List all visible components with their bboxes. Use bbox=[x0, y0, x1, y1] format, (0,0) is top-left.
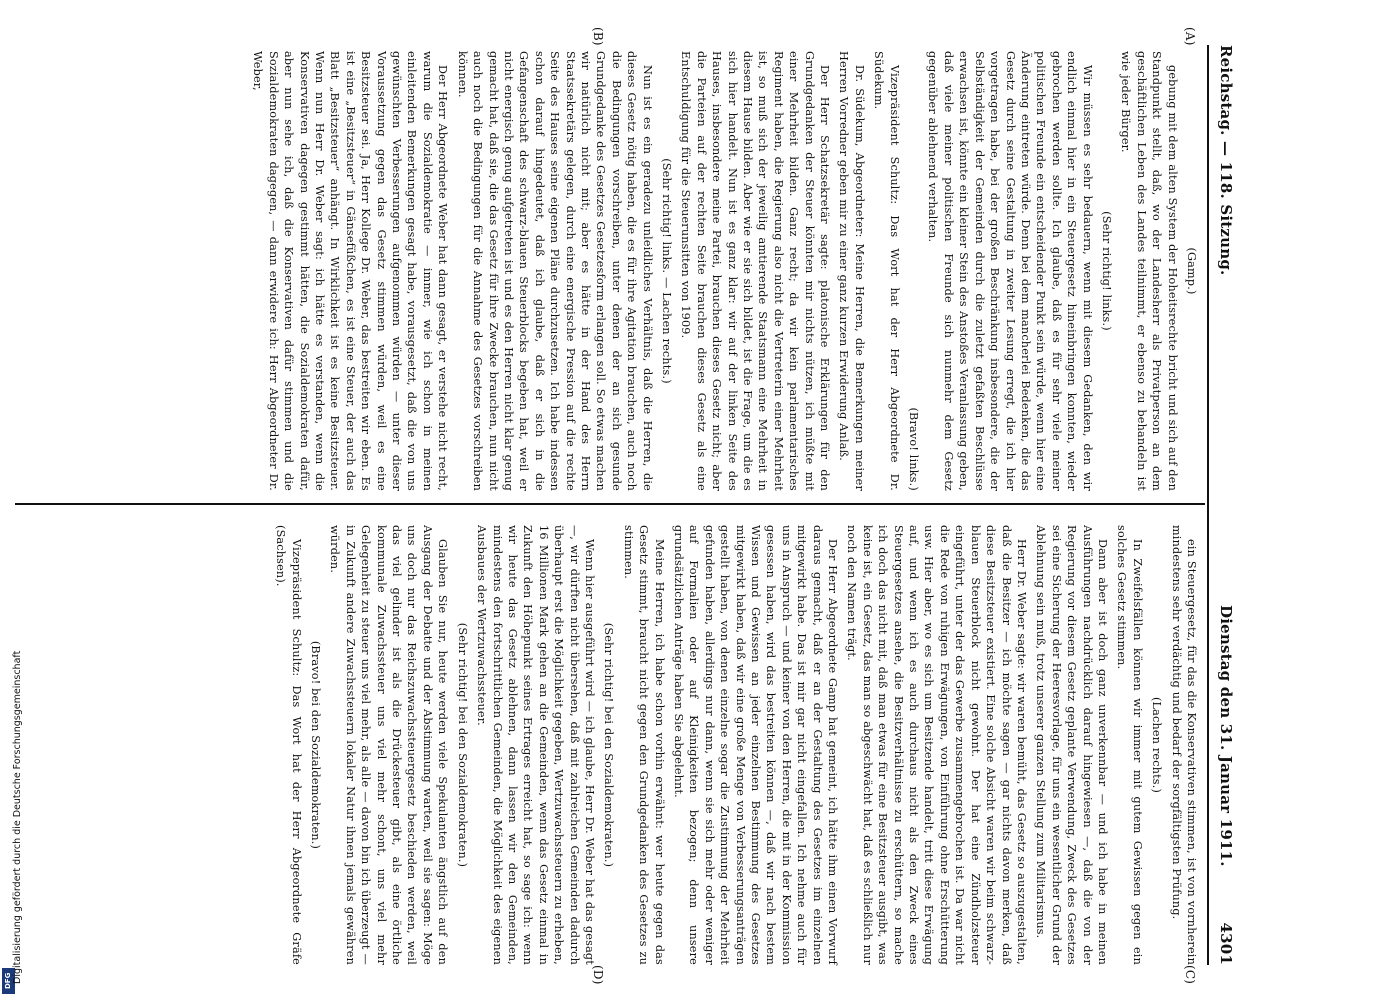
margin-marker-c: (C) bbox=[1183, 965, 1197, 985]
paragraph: Vizepräsident Schultz: Das Wort hat der Herr Abgeordnete Gräfe (Sachsen). bbox=[274, 525, 303, 965]
interjection: (Bravo! bei den Sozialdemokraten.) bbox=[309, 640, 323, 850]
paragraph: Der Herr Abgeordnete Gamp hat gemeint, ich hätte ihm einen Vorwurf daraus gemacht, daß er an der Gestaltung des Gesetzes im einzelnen mitgewirkt habe. Das ist mir gar nicht eingefallen. Ich nehme auch für uns in Anspruch — und keiner von den Herren, die mit in der Kommission gesessen haben, wird das bestreiten können —, daß wir nach bestem Wissen und Gewissen an jeder einzelnen Bestimmung des Gesetzes mitgewirkt haben, daß wir eine große Menge von Verbesserungsanträgen gestellt haben, von denen einzelne sogar die Zustimmung der Mehrheit gefunden haben, allerdings nur dann, wenn sie sich mehr oder weniger auf Formalien oder auf Kleinigkeiten bezogen; denn unsere grundsätzlichen Anträge haben Sie abgelehnt. bbox=[672, 525, 840, 965]
paragraph: In Zweifelsfällen können wir immer mit gutem Gewissen gegen ein solches Gesetz stimmen. bbox=[1115, 525, 1144, 965]
interjection: (Sehr richtig! bei den Sozialdemokraten.) bbox=[602, 622, 616, 868]
margin-marker-a: (A) bbox=[1183, 27, 1197, 46]
header-left: Reichstag. — 118. Sitzung. bbox=[1217, 45, 1235, 276]
margin-marker-b: (B) bbox=[591, 27, 605, 46]
paragraph: Wir müssen es sehr bedauern, wenn mit diesem Gedanken, den wir endlich einmal hier in ein Steuergesetz hineinbringen konnten, wieder gebrochen werden sollte. Ich glaube, daß es für sehr viele meiner politischen Freunde ein entscheidender Punkt sein würde, wenn hier eine Änderung eintreten würde. Denn bei dem mancherlei Bedenken, die das Gesetz durch seine Gestaltung in zweiter Lesung erregt, die ich hier vorgetragen habe, bei der großen Beschränkung insbesondere, die der Selbständigkeit der Gemeinden durch die zuletzt gefaßten Beschlüsse erwachsen ist, könnte ein kleiner Stein des Anstoßes Veranlassung geben, daß viele meiner politischen Freunde sich nunmehr dem Gesetz gegenüber ablehnend verhalten. bbox=[926, 51, 1094, 491]
interjection: (Bravo! links.) bbox=[907, 407, 921, 491]
header-page-number: 4301 bbox=[1217, 922, 1235, 965]
paragraph: Vizepräsident Schultz: Das Wort hat der Herr Abgeordnete Dr. Südekum. bbox=[872, 51, 901, 491]
interjection: (Gamp.) bbox=[1185, 247, 1198, 295]
paragraph: Der Herr Schatzsekretär sagte: platonische Erklärungen für den Grundgedanken der Steuer könnten mir nichts nützen, ich müßte mit einer Mehrheit bilden. Ganz recht; da wir kein parlamentarisches Regiment haben, die Regierung also nicht die Vertreterin einer Mehrheit ist, so muß sich der jeweilig amtierende Staatsmann eine Mehrheit in diesem Hause bilden. Aber wie er sie sich bildet, ist die Frage, um die es sich hier handelt. Nun ist es ganz klar: wir auf der linken Seite des Hauses, insbesondere meine Partei, brauchen dieses Gesetz nicht; aber die Parteien auf der rechten Seite brauchen dieses Gesetz als eine Entschuldigung für die Steuerunsitten von 1909. bbox=[679, 51, 832, 491]
interjection: (Sehr richtig! links. — Lachen rechts.) bbox=[660, 158, 673, 384]
header-center: Dienstag den 31. Januar 1911. bbox=[1217, 605, 1235, 867]
left-column bbox=[246, 51, 1199, 491]
paragraph: Glauben Sie nur, heute werden viele Spekulanten ängstlich auf den Ausgang der Debatte und der Abstimmung warten, weil sie sagen: Möge uns doch nur das Reichszuwachssteuergesetz beschieden werden, weil das viel gelinder ist als die Drückesteuer gibt, als eine örtliche kommunale Zuwachssteuer uns viel mehr schont, uns viel mehr Gelegenheit zu steuer uns viel mehr, als alle — davon bin ich überzeugt — in Zukunft andere Zuwachssteuern lokaler Natur ihnen jemals gewähren würden. bbox=[328, 525, 450, 965]
document-page bbox=[0, 25, 1245, 985]
paragraph: Wenn hier ausgeführt wird — ich glaube, Herr Dr. Weber hat das gesagt —, wir dürften nicht übersehen, daß mit zahlreichen Gemeinden dadurch überhaupt erst die Möglichkeit gegeben, Wertzuwachssteuern zu erheben, 16 Millionen Mark gehen an die Gemeinden, wenn das Gesetz einmal in Zukunft den Höhepunkt seines Ertrages erreicht hat, so sage ich: wenn wir heute das Gesetz ablehnen, dann lassen wir den Gemeinden, mindestens den fortschrittlichen Gemeinden, die Möglichkeit des eigenen Ausbaues der Wertzuwachssteuer. bbox=[475, 525, 596, 965]
margin-marker-d: (D) bbox=[591, 965, 605, 985]
credit-bar bbox=[0, 0, 23, 1000]
paragraph: ein Steuergesetz, für das die Konservativen stimmen, ist von vornherein mindestens sehr verdächtig und bedarf der sorgfältigsten Prüfung. bbox=[1169, 525, 1198, 965]
paragraph: Dr. Südekum, Abgeordneter: Meine Herren, die Bemerkungen meiner Herren Vorredner geben mir zu einer ganz kurzen Erwiderung Anlaß. bbox=[837, 51, 866, 491]
column-divider bbox=[15, 503, 1205, 505]
right-column bbox=[269, 525, 1199, 965]
paragraph: Herr Dr. Weber sagte: wir waren bemüht, das Gesetz so auszugestalten, daß die Besitzer — ich möchte sagen — gar nichts davon merken, daß diese Besitzsteuer existiert. Eine solche Absicht waren wir beim schwarz-blauen Steuerblock nicht gewohnt. Der hat eine Zündholzsteuer eingeführt, unter der das Gewerbe zusammengebrochen ist. Da war nicht die Rede von ruhigen Erwägungen, von Einführung ohne Erschütterung usw. Hier aber, wo es sich um Besitzende handelt, tritt diese Erwägung auf, und wenn ich es auch durchaus nicht als den Zweck eines Steuergesetzes ansehe, die Besitzverhältnisse zu erschüttern, so mache ich doch das nicht mit, daß man etwas für eine Besitzsteuer ausgibt, was keine ist, ein Gesetz, das man so abgeschwächt hat, daß es schließlich nur noch den Namen trägt. bbox=[845, 525, 1028, 965]
paragraph: Dann aber ist doch ganz unverkennbar — und ich habe in meinen Ausführungen nachdrücklich darauf hingewiesen —, daß die von der Regierung vor diesem Gesetz geplante Verwendung, Zweck des Gesetzes sei eine Sicherung der Heeresvorlage, für uns ein wesentlicher Grund der Ablehnung sein muß, trotz unserer ganzen Stellung zum Militarismus. bbox=[1034, 525, 1109, 965]
paragraph: Meine Herren, ich habe schon vorhin erwähnt: wer heute gegen das Gesetz stimmt, braucht nicht gegen den Grundgedanken des Gesetzes zu stimmen. bbox=[621, 525, 666, 965]
interjection: (Lachen rechts.) bbox=[1150, 696, 1164, 794]
dfg-logo: DFG bbox=[2, 968, 15, 994]
running-header bbox=[1207, 45, 1237, 965]
paragraph: gebung mit dem alten System der Hoheitsrechte bricht und sich auf den Standpunkt stellt, daß, wo der Landesherr als Privatperson an dem geschäftlichen Leben des Landes teilnimmt, er ebenso zu behandeln ist wie jeder Bürger. bbox=[1119, 51, 1179, 491]
interjection: (Sehr richtig! links.) bbox=[1099, 211, 1113, 331]
interjection: (Sehr richtig! bei den Sozialdemokraten.) bbox=[455, 622, 469, 868]
paragraph: Nun ist es ein geradezu unleidliches Verhältnis, daß die Herren, die dieses Gesetz nötig haben, die es für ihre Agitation brauchen, auch noch die Bedingungen vorschreiben, unter denen der an sich gesunde Grundgedanke des Gesetzes Gesetzesform erlangen soll. So etwas machen wir natürlich nicht mit; aber es hätte in der Hand des Herrn Staatssekretärs gelegen, durch eine energische Pression auf die rechte Seite des Hauses seine eigenen Pläne durchzusetzen. Ich habe indessen schon darauf hingedeutet, daß ich glaube, daß er sich in die Gefangenschaft des schwarz-blauen Steuerblocks begeben hat, weil er nicht energisch genug aufgetreten ist und es den Herren nicht klar genug gemacht hat, daß sie, die das Gesetz für ihre Zwecke brauchen, nun nicht auch noch die Bedingungen für die Annahme des Gesetzes vorschreiben können. bbox=[455, 51, 654, 491]
paragraph: Der Herr Abgeordnete Weber hat dann gesagt, er verstehe nicht recht, warum die Sozialdemokratie — immer, wie ich schon in meinen einleitenden Bemerkungen gesagt habe, vorausgesetzt, daß die von uns gewünschten Verbesserungen aufgenommen würden — unter dieser Voraussetzung gegen das Gesetz stimmen würden, weil es eine Besitzsteuer sei. Ja, Herr Kollege Dr. Weber, das bestreiten wir eben. Es ist eine „Besitzsteuer“ in Gänsefüßchen, es ist eine Steuer, der auch das Blatt „Besitzsteuer“ anhängt. In Wirklichkeit ist es keine Besitzsteuer. Wenn nun Herr Dr. Weber sagt: ich hätte es verstanden, wenn die Konservativen dagegen gestimmt hätten, die Sozialdemokraten dafür, aber nun sehe ich, daß die Konservativen dafür stimmen und die Sozialdemokraten dagegen, — dann erwidere ich: Herr Abgeordneter Dr. Weber, bbox=[251, 51, 450, 491]
credit-text: Digitalisierung gefördert durch die Deutsche Forschungsgemeinschaft bbox=[12, 650, 23, 984]
